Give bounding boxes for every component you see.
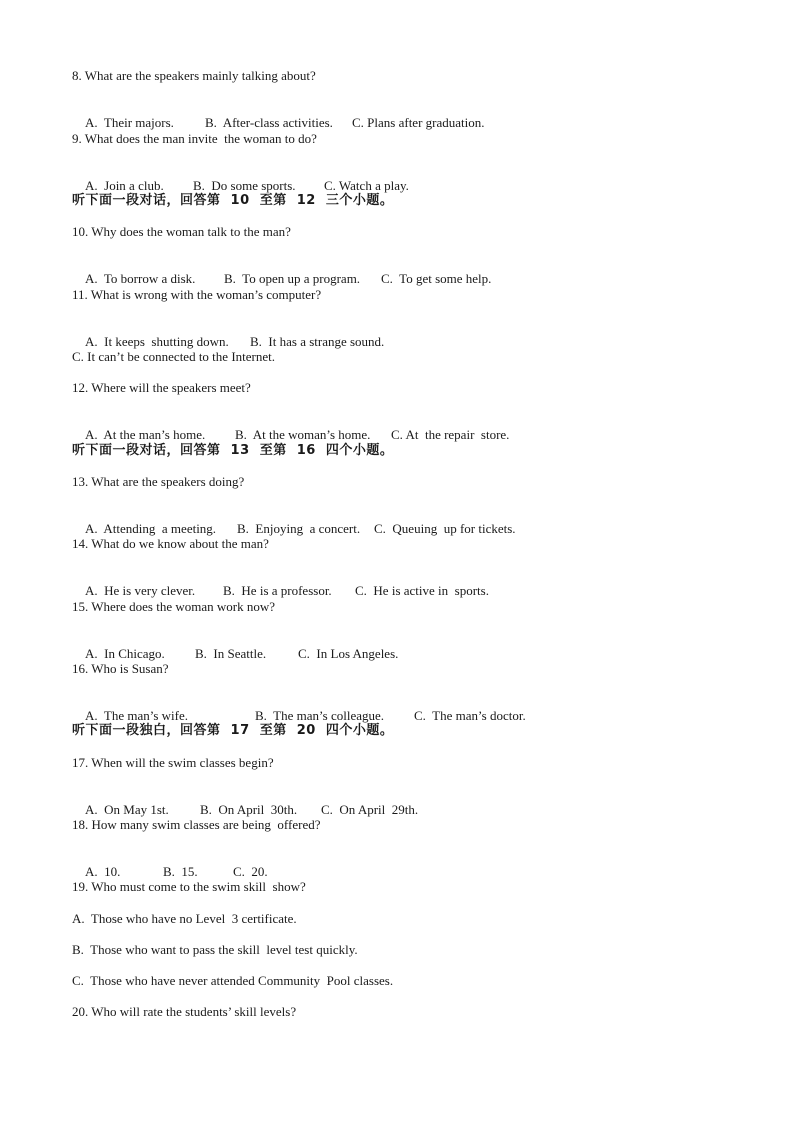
question-17-option-a: A. On May 1st. <box>85 802 169 817</box>
question-15-option-b: B. In Seattle. <box>195 646 267 661</box>
question-20-stem: 20. Who will rate the students’ skill levels? <box>72 1004 297 1019</box>
question-18-option-a: A. 10. <box>85 864 121 879</box>
question-18-stem: 18. How many swim classes are being offered? <box>72 817 321 832</box>
question-19-option-c: C. Those who have never attended Community Pool classes. <box>72 973 394 988</box>
question-11-option-b: B. It has a strange sound. <box>250 334 385 349</box>
question-19-option-b: B. Those who want to pass the skill level test quickly. <box>72 942 358 957</box>
question-17-stem: 17. When will the swim classes begin? <box>72 755 274 770</box>
question-15-option-a: A. In Chicago. <box>85 646 165 661</box>
question-9-stem: 9. What does the man invite the woman to do? <box>72 131 317 146</box>
question-12-option-a: A. At the man’s home. <box>85 427 206 442</box>
question-13-option-b: B. Enjoying a concert. <box>237 521 361 536</box>
question-16-option-b: B. The man’s colleague. <box>255 708 385 723</box>
question-12-option-c: C. At the repair store. <box>391 427 510 442</box>
question-11-option-a: A. It keeps shutting down. <box>85 334 229 349</box>
question-12-option-b: B. At the woman’s home. <box>235 427 371 442</box>
question-14-option-b: B. He is a professor. <box>223 583 332 598</box>
question-9-option-a: A. Join a club. <box>85 178 164 193</box>
question-8-stem: 8. What are the speakers mainly talking about? <box>72 68 316 83</box>
question-8-option-a: A. Their majors. <box>85 115 174 130</box>
question-16-stem: 16. Who is Susan? <box>72 661 169 676</box>
question-13-stem: 13. What are the speakers doing? <box>72 474 245 489</box>
question-9-option-c: C. Watch a play. <box>324 178 409 193</box>
question-18-option-c: C. 20. <box>233 864 268 879</box>
question-10-stem: 10. Why does the woman talk to the man? <box>72 224 291 239</box>
section-heading-13-16: 听下面一段对话，回答第 13 至第 16 四个小题。 <box>72 443 394 458</box>
question-17-option-b: B. On April 30th. <box>200 802 298 817</box>
question-8-option-b: B. After-class activities. <box>205 115 333 130</box>
question-14-option-c: C. He is active in sports. <box>355 583 489 598</box>
question-16-option-a: A. The man’s wife. <box>85 708 189 723</box>
question-10-option-c: C. To get some help. <box>381 271 492 286</box>
question-15-option-c: C. In Los Angeles. <box>298 646 399 661</box>
question-11-stem: 11. What is wrong with the woman’s computer? <box>72 287 322 302</box>
section-heading-10-12: 听下面一段对话，回答第 10 至第 12 三个小题。 <box>72 193 394 208</box>
question-14-option-a: A. He is very clever. <box>85 583 196 598</box>
question-14-stem: 14. What do we know about the man? <box>72 536 269 551</box>
question-13-option-c: C. Queuing up for tickets. <box>374 521 516 536</box>
question-10-option-a: A. To borrow a disk. <box>85 271 196 286</box>
question-19-stem: 19. Who must come to the swim skill show? <box>72 879 306 894</box>
question-10-option-b: B. To open up a program. <box>224 271 361 286</box>
question-8-option-c: C. Plans after graduation. <box>352 115 485 130</box>
question-11-option-c: C. It can’t be connected to the Internet. <box>72 349 275 364</box>
question-13-option-a: A. Attending a meeting. <box>85 521 217 536</box>
question-18-option-b: B. 15. <box>163 864 198 879</box>
question-12-stem: 12. Where will the speakers meet? <box>72 380 251 395</box>
question-19-option-a: A. Those who have no Level 3 certificate. <box>72 911 297 926</box>
question-17-option-c: C. On April 29th. <box>321 802 419 817</box>
question-9-option-b: B. Do some sports. <box>193 178 296 193</box>
section-heading-17-20: 听下面一段独白，回答第 17 至第 20 四个小题。 <box>72 723 394 738</box>
question-16-option-c: C. The man’s doctor. <box>414 708 526 723</box>
question-15-stem: 15. Where does the woman work now? <box>72 599 276 614</box>
